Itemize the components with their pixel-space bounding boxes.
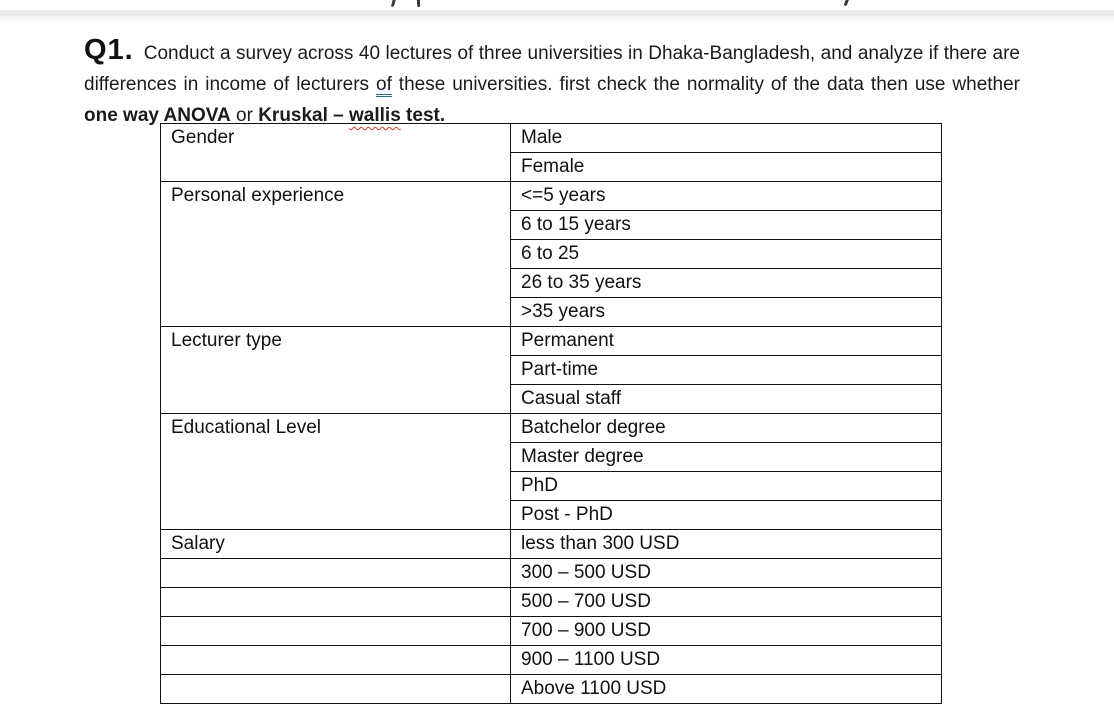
empty-label-cell <box>161 588 511 617</box>
clipped-previous-line <box>0 0 1114 10</box>
empty-label-cell <box>161 675 511 704</box>
option-cell: 6 to 25 <box>511 240 942 269</box>
clipped-descender-mark <box>391 0 396 7</box>
survey-table-body <box>161 124 942 704</box>
table-row <box>161 588 942 617</box>
question-text-part1: Conduct a survey across 40 lectures of three universities in Dhaka-Bangladesh, and analyze if there are differences in income of lecturers <box>84 43 1020 95</box>
table-row <box>161 124 942 153</box>
table-row <box>161 182 942 211</box>
question-text-part2: these universities. first check the normality of the data then use whether <box>391 74 1020 95</box>
empty-label-cell <box>161 559 511 588</box>
option-cell: >35 years <box>511 298 942 327</box>
table-row <box>161 530 942 559</box>
page-gap-shadow <box>0 16 1114 26</box>
category-label-cell: Educational Level <box>161 414 511 530</box>
option-cell: Permanent <box>511 327 942 356</box>
table-row <box>161 327 942 356</box>
table-row <box>161 675 942 704</box>
option-cell: 900 – 1100 USD <box>511 646 942 675</box>
option-cell: Above 1100 USD <box>511 675 942 704</box>
table-row <box>161 617 942 646</box>
option-cell: Master degree <box>511 443 942 472</box>
option-cell: 300 – 500 USD <box>511 559 942 588</box>
empty-label-cell <box>161 617 511 646</box>
option-cell: <=5 years <box>511 182 942 211</box>
category-label-cell: Gender <box>161 124 511 182</box>
option-cell: Post - PhD <box>511 501 942 530</box>
category-label-cell: Lecturer type <box>161 327 511 414</box>
option-cell: 6 to 15 years <box>511 211 942 240</box>
option-cell: Casual staff <box>511 385 942 414</box>
table-row <box>161 559 942 588</box>
option-cell: Male <box>511 124 942 153</box>
option-cell: 700 – 900 USD <box>511 617 942 646</box>
option-cell: Female <box>511 153 942 182</box>
question-text-part3: or <box>230 105 259 126</box>
question-number: Q1. <box>84 34 134 66</box>
option-cell: Part-time <box>511 356 942 385</box>
survey-table <box>160 123 942 704</box>
category-label-cell: Salary <box>161 530 511 559</box>
bold-test-text: test. <box>400 105 446 126</box>
table-row <box>161 646 942 675</box>
bold-anova-text: one way ANOVA <box>84 105 231 126</box>
option-cell: Batchelor degree <box>511 414 942 443</box>
option-cell: 500 – 700 USD <box>511 588 942 617</box>
bold-kruskal-text: Kruskal – <box>258 105 350 126</box>
misspelled-word: wallis <box>349 105 401 126</box>
option-cell: PhD <box>511 472 942 501</box>
option-cell: 26 to 35 years <box>511 269 942 298</box>
clipped-descender-mark <box>844 0 850 6</box>
grammar-underlined-word: of <box>376 74 392 95</box>
table-row <box>161 414 942 443</box>
option-cell: less than 300 USD <box>511 530 942 559</box>
clipped-descender-mark <box>417 0 420 7</box>
category-label-cell: Personal experience <box>161 182 511 327</box>
question-paragraph <box>84 35 1020 131</box>
empty-label-cell <box>161 646 511 675</box>
